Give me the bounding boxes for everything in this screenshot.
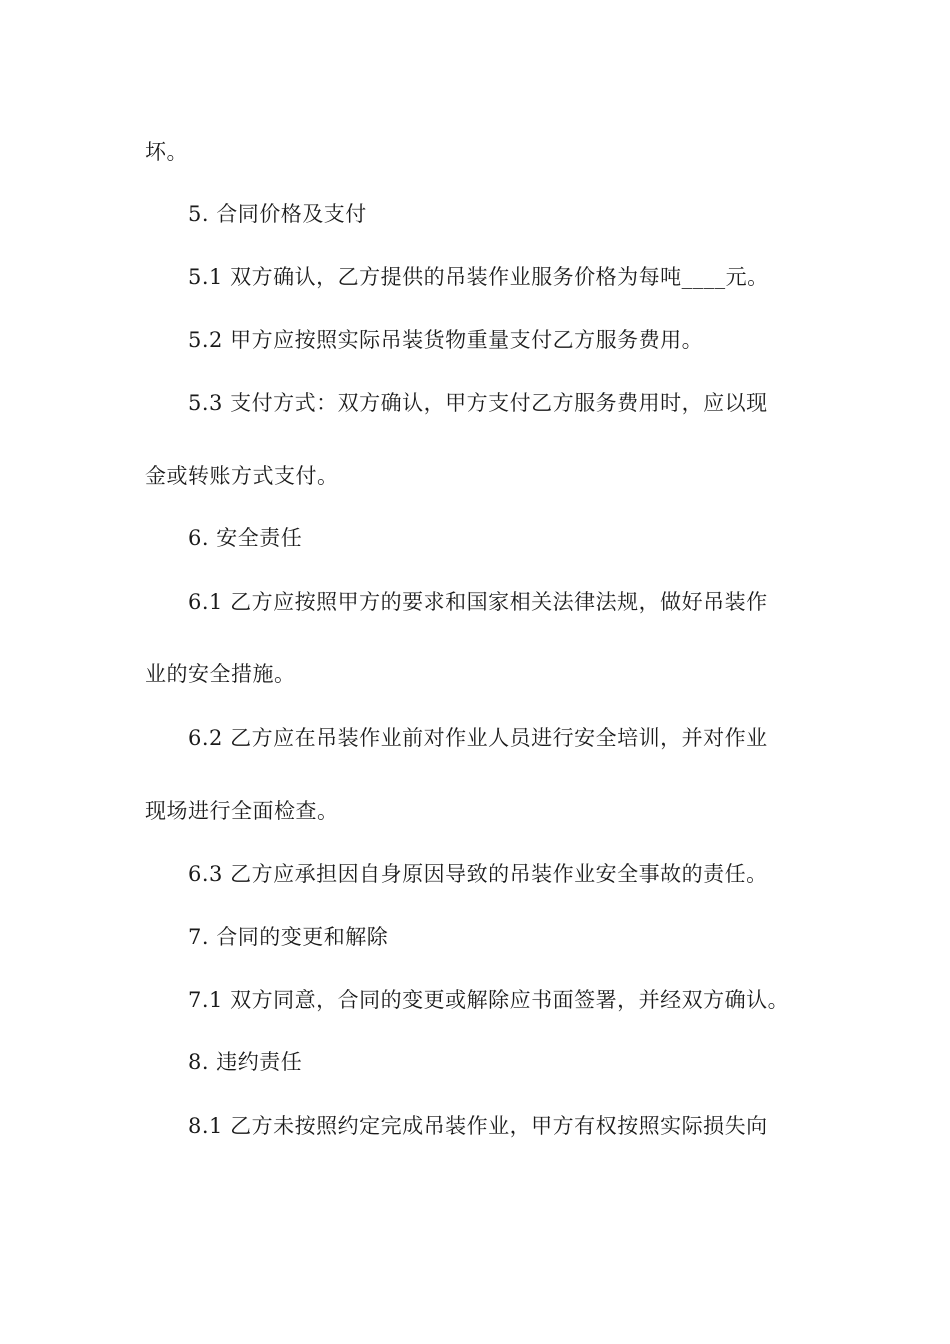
paragraph-continuation: 坏。 — [145, 140, 188, 164]
clause-6-1-continuation: 业的安全措施。 — [145, 662, 296, 686]
clause-7-1: 7.1 双方同意，合同的变更或解除应书面签署，并经双方确认。 — [188, 988, 790, 1012]
clause-5-3: 5.3 支付方式：双方确认，甲方支付乙方服务费用时，应以现 — [188, 391, 768, 415]
clause-6-1: 6.1 乙方应按照甲方的要求和国家相关法律法规，做好吊装作 — [188, 590, 768, 614]
section-heading-5: 5. 合同价格及支付 — [188, 202, 367, 226]
section-heading-7: 7. 合同的变更和解除 — [188, 925, 389, 949]
clause-5-2: 5.2 甲方应按照实际吊装货物重量支付乙方服务费用。 — [188, 328, 704, 352]
clause-6-2-continuation: 现场进行全面检查。 — [145, 799, 339, 823]
clause-5-3-continuation: 金或转账方式支付。 — [145, 464, 339, 488]
clause-6-3: 6.3 乙方应承担因自身原因导致的吊装作业安全事故的责任。 — [188, 862, 768, 886]
section-heading-6: 6. 安全责任 — [188, 526, 303, 550]
clause-8-1: 8.1 乙方未按照约定完成吊装作业，甲方有权按照实际损失向 — [188, 1114, 768, 1138]
clause-6-2: 6.2 乙方应在吊装作业前对作业人员进行安全培训，并对作业 — [188, 726, 768, 750]
clause-5-1: 5.1 双方确认，乙方提供的吊装作业服务价格为每吨____元。 — [188, 265, 769, 289]
section-heading-8: 8. 违约责任 — [188, 1050, 303, 1074]
